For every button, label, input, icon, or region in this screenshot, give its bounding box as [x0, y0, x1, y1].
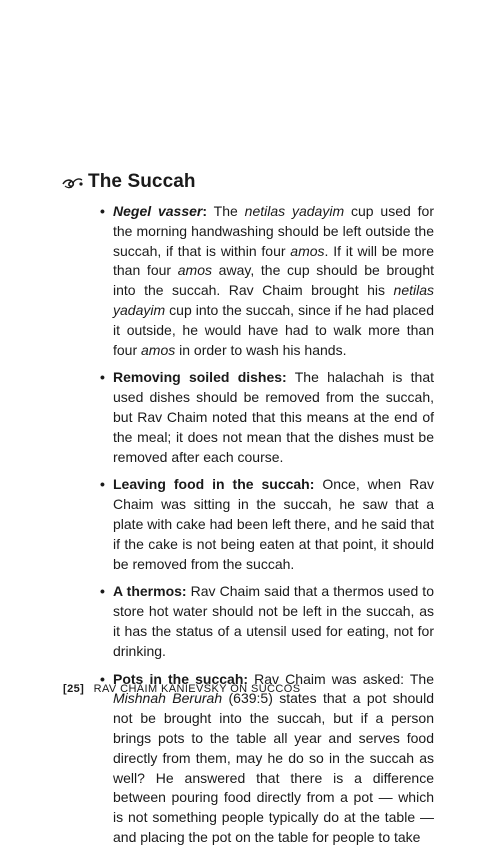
- list-item: [100, 670, 434, 848]
- bullet-text: netilas yadayim: [113, 282, 434, 318]
- bullet-lead: Leaving food in the succah:: [113, 476, 315, 493]
- bullet-lead: A thermos:: [113, 583, 187, 600]
- list-item: [100, 582, 434, 661]
- section-title: The Succah: [88, 171, 196, 192]
- bullet-text: (639:5) states that a pot should not be brought into the succah, but if a person brings pots to the table all year and serves food directly from them, may he do so in the succah as well? He answered that there is a difference between pouring food directly from a pot — which is not something people typically do at the table — and placing the pot on the table for people to take: [113, 690, 434, 845]
- bullet-list: [100, 202, 434, 856]
- bullet-text: away, the cup should be brought into the succah. Rav Chaim brought his: [113, 262, 434, 299]
- bullet-text: Rav Chaim said that a thermos used to store hot water should not be left in the succah, as it has the status of a utensil used for eating, not for drinking.: [113, 583, 434, 659]
- bullet-text: Mishnah Berurah: [113, 690, 223, 707]
- page-number: [25]: [63, 683, 85, 695]
- bullet-text: cup used for the morning handwashing should be left outside the succah, if that is within four: [113, 203, 434, 259]
- bullet-lead: Removing soiled dishes:: [113, 369, 287, 386]
- running-head: RAV CHAIM KANIEVSKY ON SUCCOS: [93, 683, 301, 695]
- bullet-text: cup into the succah, since if he had placed it outside, he would have had to walk more than four: [113, 301, 434, 358]
- page-footer: [63, 683, 300, 695]
- bullet-text: amos: [290, 242, 325, 259]
- list-item: [100, 475, 434, 574]
- bullet-text: . If it will be more than four: [113, 242, 434, 279]
- list-item: [100, 368, 434, 467]
- list-item: [100, 202, 434, 360]
- bullet-text: The halachah is that used dishes should be removed from the succah, but Rav Chaim noted that this means at the end of the meal; it does not mean that the dishes must be removed after each course.: [113, 369, 434, 465]
- bullet-text: in order to wash his hands.: [175, 341, 347, 358]
- bullet-text: The: [207, 203, 245, 219]
- bullet-text: netilas yadayim: [244, 203, 345, 219]
- fleuron-icon: [62, 175, 84, 189]
- bullet-text: amos: [177, 262, 212, 279]
- bullet-text: Once, when Rav Chaim was sitting in the succah, he saw that a plate with cake had been left there, and he said that if the cake is not being eaten at that point, it should be removed from the succah.: [113, 476, 434, 572]
- bullet-text: amos: [141, 341, 176, 358]
- bullet-text: Rav Chaim was asked: The: [248, 670, 434, 687]
- section-heading: [62, 171, 196, 193]
- bullet-lead: Negel vasser: [113, 203, 203, 219]
- bullet-text: :: [202, 203, 208, 219]
- bullet-lead: Pots in the succah:: [113, 670, 249, 687]
